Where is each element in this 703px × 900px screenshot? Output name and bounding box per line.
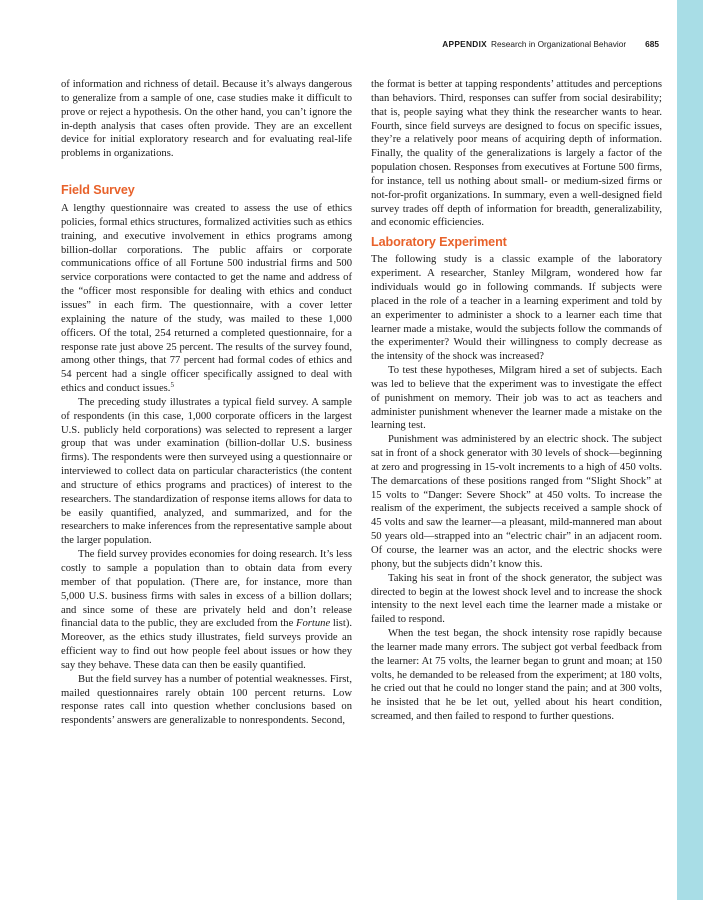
paragraph-field-survey-1-text: A lengthy questionnaire was created to assess the use of ethics policies, formal ethics structures, formalized activities such as ethics training, and executive involvement in ethics programs among billion-dollar corporations. The public affairs or corporate communications office of all Fortune 500 industrial firms and 500 service corporations were contacted to get the name and address of the “officer most responsible for dealing with ethics and conduct issues” in each firm. The questionnaire, with a cover letter explaining the nature of the study, was mailed to these 1,000 officers. Of the total, 254 returned a completed questionnaire, for a response rate just above 25 percent. The results of the survey found, among other things, that 77 percent had formal codes of ethics and 54 percent had a single officer specifically assigned to deal with ethics and conduct issues. xyxy=(61,203,352,395)
running-head-appendix: APPENDIX xyxy=(442,39,488,49)
paragraph-lab-2: To test these hypotheses, Milgram hired a set of subjects. Each was led to believe that the experiment was to investigate the effect of punishment on memory. Their job was to act as teachers and administer punishment whenever the learner made a mistake on the learning test. xyxy=(371,365,662,432)
side-color-bar xyxy=(677,0,703,900)
left-column xyxy=(61,78,352,728)
heading-field-survey: Field Survey xyxy=(61,183,135,198)
running-head xyxy=(442,39,659,49)
paragraph-lab-5: When the test began, the shock intensity rose rapidly because the learner made many errors. The subject got verbal feedback from the learner: At 75 volts, the learner began to grunt and moan; at 150 volts, he demanded to be released from the experiment; at 180 volts, he cried out that he could no longer stand the pain; and at 300 volts, he insisted that he be let out, yelled about his heart condition, screamed, and then failed to respond to further questions. xyxy=(371,628,662,723)
paragraph-field-survey-3 xyxy=(61,548,352,673)
running-head-title: Research in Organizational Behavior xyxy=(491,39,627,49)
paragraph-field-survey-3-b: list). Moreover, as the ethics study illustrates, field surveys provide an efficient way to find out how people feel about issues or how they say they behave. These data can then be easily quantified. xyxy=(61,618,352,671)
heading-laboratory-experiment: Laboratory Experiment xyxy=(371,235,507,250)
right-column xyxy=(371,78,662,724)
paragraph-field-survey-4: But the field survey has a number of potential weaknesses. First, mailed questionnaires rarely obtain 100 percent returns. Low response rates call into question whether conclusions based on respondents’ answers are generalizable to nonrespondents. Second, xyxy=(61,673,352,727)
paragraph-lab-1: The following study is a classic example of the laboratory experiment. A researcher, Stanley Milgram, wondered how far individuals would go in following commands. If subjects were placed in the role of a teacher in a learning experiment and told by an experimenter to administer a shock to a learner each time that learner made a mistake, would the subjects follow the commands of the experimenter? Would their willingness to comply decrease as the intensity of the shock was increased? xyxy=(371,254,662,363)
page-number: 685 xyxy=(645,39,659,49)
paragraph-case-study-end: of information and richness of detail. Because it’s always dangerous to generalize from a sample of one, case studies make it difficult to prove or reject a hypothesis. On the other hand, you can’t ignore the in-depth analysis that cases often provide. They are an excellent device for initial exploratory research and for evaluating real-life problems in organizations. xyxy=(61,79,352,160)
paragraph-field-survey-2: The preceding study illustrates a typical field survey. A sample of respondents (in this case, 1,000 corporate officers in the largest U.S. publicly held corporations) was selected to represent a larger group that was under examination (billion-dollar U.S. business firms). The respondents were then surveyed using a questionnaire or interviewed to collect data on particular characteristics (the content and structure of ethics programs and practices) of interest to the researchers. The standardization of response items allows for data to be easily quantified, analyzed, and summarized, and for the researchers to make inferences from the representative sample about the larger population. xyxy=(61,396,352,547)
paragraph-field-survey-1 xyxy=(61,202,352,396)
paragraph-field-survey-3-a: The field survey provides economies for doing research. It’s less costly to sample a population than to obtain data from every member of that population. (There are, for instance, more than 5,000 U.S. business firms with sales in excess of a billion dollars; and since some of these are privately held and don’t release financial data to the public, they are excluded from the xyxy=(61,549,352,630)
paragraph-lab-4: Taking his seat in front of the shock generator, the subject was directed to begin at the lowest shock level and to increase the shock intensity to the next level each time the learner made a mistake or failed to respond. xyxy=(371,572,662,626)
footnote-ref: 5 xyxy=(170,381,174,390)
paragraph-lab-3: Punishment was administered by an electric shock. The subject sat in front of a shock generator with 30 levels of shock—beginning at zero and progressing in 15-volt increments to a high of 450 volts. The demarcations of these positions ranged from “Slight Shock” at 15 volts to “Danger: Severe Shock” at 450 volts. To increase the realism of the experiment, the subjects received a sample shock of 45 volts and saw the learner—a pleasant, mild-mannered man about 50 years old—strapped into an “electric chair” in an adjacent room. Of course, the learner was an actor, and the electric shocks were phony, but the subjects didn’t know this. xyxy=(371,434,662,570)
paragraph-field-survey-cont: the format is better at tapping respondents’ attitudes and perceptions than behaviors. Third, responses can suffer from social desirability; that is, people saying what they think the researcher wants to hear. Fourth, since field surveys are designed to focus on specific issues, they’re a relatively poor means of acquiring depth of information. Finally, the quality of the generalizations is largely a factor of the population chosen. Responses from executives at Fortune 500 firms, for instance, tell us nothing about small- or medium-sized firms or not-for-profit organizations. In summary, even a well-designed field survey trades off depth of information for breadth, generalizability, and economic efficiencies. xyxy=(371,79,662,229)
fortune-italic: Fortune xyxy=(296,618,331,630)
